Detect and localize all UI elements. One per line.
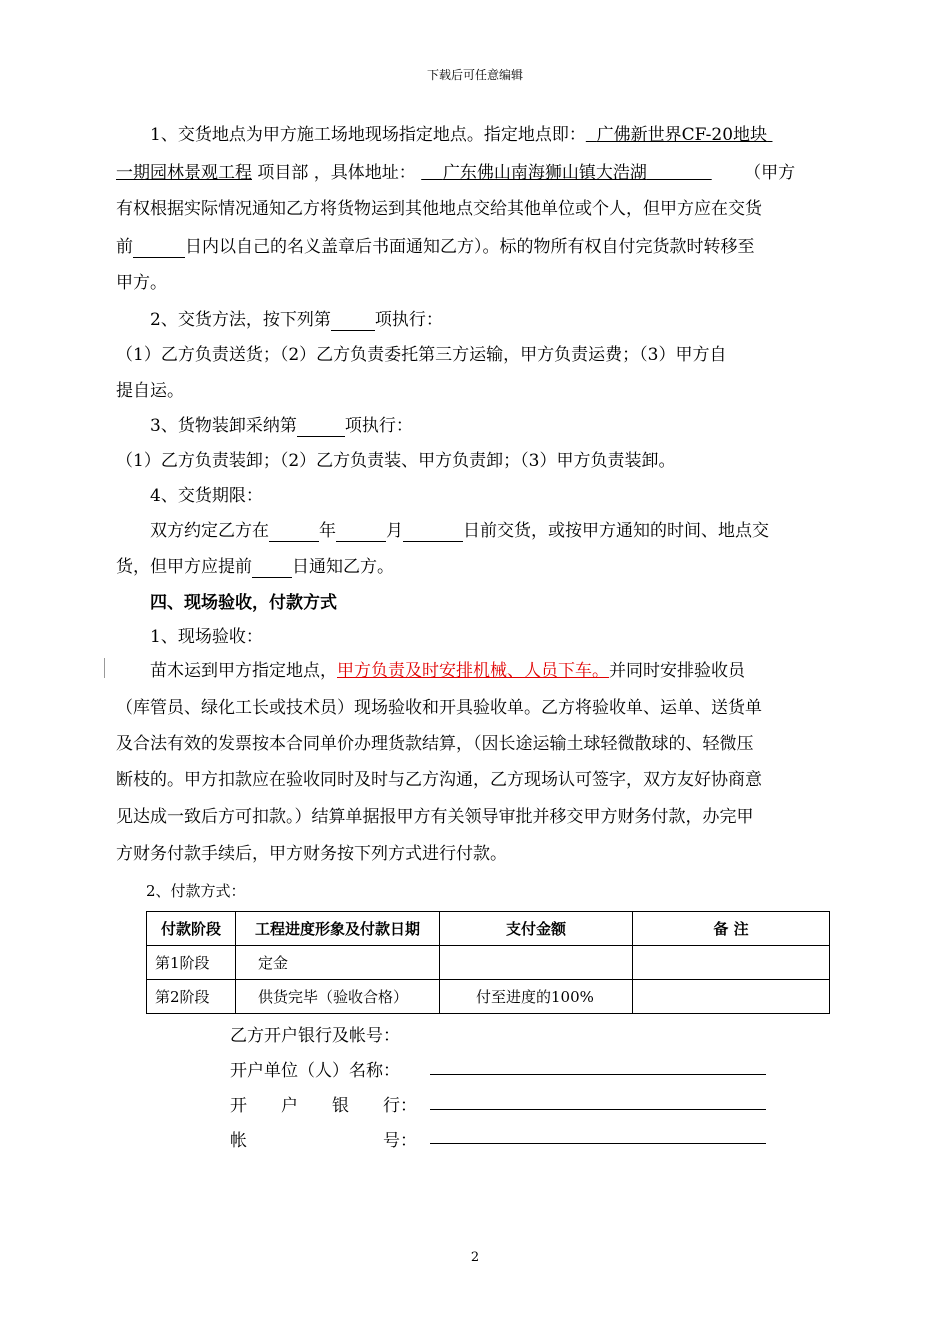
notice-days-blank — [252, 560, 292, 578]
inspection-title: 1、现场验收： — [150, 627, 263, 647]
col-header-amount: 支付金额 — [440, 912, 633, 946]
p1-l2-text: 项目部 ，具体地址： — [257, 163, 416, 183]
payment-table — [146, 911, 830, 1014]
p1-line3: 有权根据实际情况通知乙方将货物运到其他地点交给其他单位或个人，但甲方应在交货 — [116, 199, 762, 219]
account-bank-label: 开 户 银 行： — [230, 1096, 417, 1116]
stage-cell: 第2阶段 — [147, 980, 236, 1014]
p1-line2 — [116, 162, 795, 184]
progress-cell: 定金 — [236, 946, 440, 980]
table-row — [147, 980, 830, 1014]
account-name-line — [430, 1074, 766, 1075]
p2-options: （1）乙方负责送货；（2）乙方负责委托第三方运输，甲方负责运费；（3）甲方自 — [116, 345, 727, 365]
account-title: 乙方开户银行及帐号： — [230, 1026, 400, 1046]
stage-cell: 第1阶段 — [147, 946, 236, 980]
p3-line1: 3、货物装卸采纳第 项执行： — [150, 416, 413, 436]
unloading-note: 甲方负责及时安排机械、人员下车。 — [337, 661, 609, 681]
loading-method-blank — [297, 419, 345, 437]
table-header-row — [147, 912, 830, 946]
p1-line4: 前 日内以自己的名义盖章后书面通知乙方）。标的物所有权自付完货款时转移至 — [116, 237, 755, 257]
month-blank — [336, 524, 386, 542]
p4-line2: 货，但甲方应提前 日通知乙方。 — [116, 557, 394, 577]
p1-line1 — [150, 124, 772, 146]
year-blank — [269, 524, 319, 542]
inspection-line4: 断枝的。甲方扣款应在验收同时及时与乙方沟通，乙方现场认可签字，双方友好协商意 — [116, 770, 762, 790]
table-row — [147, 946, 830, 980]
account-name-label: 开户单位（人）名称： — [230, 1061, 400, 1081]
inspection-line3: 及合法有效的发票按本合同单价办理货款结算，（因长途运输土球轻微散球的、轻微压 — [116, 734, 754, 754]
col-header-progress: 工程进度形象及付款日期 — [236, 912, 440, 946]
p1-line5: 甲方。 — [116, 273, 167, 293]
day-blank — [403, 524, 463, 542]
project-name-part1: 广佛新世界CF-20地块 — [596, 125, 768, 145]
amount-cell — [440, 946, 633, 980]
p1-l2-end: （甲方 — [744, 163, 796, 183]
inspection-line1: 苗木运到甲方指定地点，甲方负责及时安排机械、人员下车。并同时安排验收员 — [150, 661, 745, 681]
col-header-stage: 付款阶段 — [147, 912, 236, 946]
remarks-cell — [633, 946, 830, 980]
project-name-part2: 一期园林景观工程 — [116, 163, 252, 183]
remarks-cell — [633, 980, 830, 1014]
p2-line1: 2、交货方法，按下列第 项执行： — [150, 310, 443, 330]
page-header: 下载后可任意编辑 — [426, 68, 523, 82]
p4-title: 4、交货期限： — [150, 486, 263, 506]
p2-options-cont: 提自运。 — [116, 381, 184, 401]
inspection-line5: 见达成一致后方可扣款。）结算单据报甲方有关领导审批并移交甲方财务付款，办完甲 — [116, 807, 754, 827]
inspection-line2: （库管员、绿化工长或技术员）现场验收和开具验收单。乙方将验收单、运单、送货单 — [116, 698, 762, 718]
p4-line1: 双方约定乙方在 年 月 日前交货，或按甲方通知的时间、地点交 — [150, 521, 769, 541]
inspection-line6: 方财务付款手续后，甲方财务按下列方式进行付款。 — [116, 844, 507, 864]
progress-cell: 供货完毕（验收合格） — [236, 980, 440, 1014]
p3-options: （1）乙方负责装卸；（2）乙方负责装、甲方负责卸；（3）甲方负责装卸。 — [116, 451, 676, 471]
account-number-label: 帐 号： — [230, 1131, 417, 1151]
address-value: 广东佛山南海狮山镇大浩湖 — [442, 163, 647, 183]
account-number-line — [430, 1143, 766, 1144]
page-number: 2 — [470, 1250, 480, 1265]
account-bank-line — [430, 1109, 766, 1110]
payment-method-title: 2、付款方式： — [146, 882, 246, 900]
p1-l1-text: 1、交货地点为甲方施工场地现场指定地点。指定地点即： — [150, 125, 586, 145]
revision-bar — [104, 658, 105, 678]
col-header-remarks: 备 注 — [633, 912, 830, 946]
days-blank — [133, 240, 185, 258]
section-heading: 四、现场验收，付款方式 — [150, 593, 337, 613]
delivery-method-blank — [331, 313, 375, 331]
amount-cell: 付至进度的100% — [440, 980, 633, 1014]
